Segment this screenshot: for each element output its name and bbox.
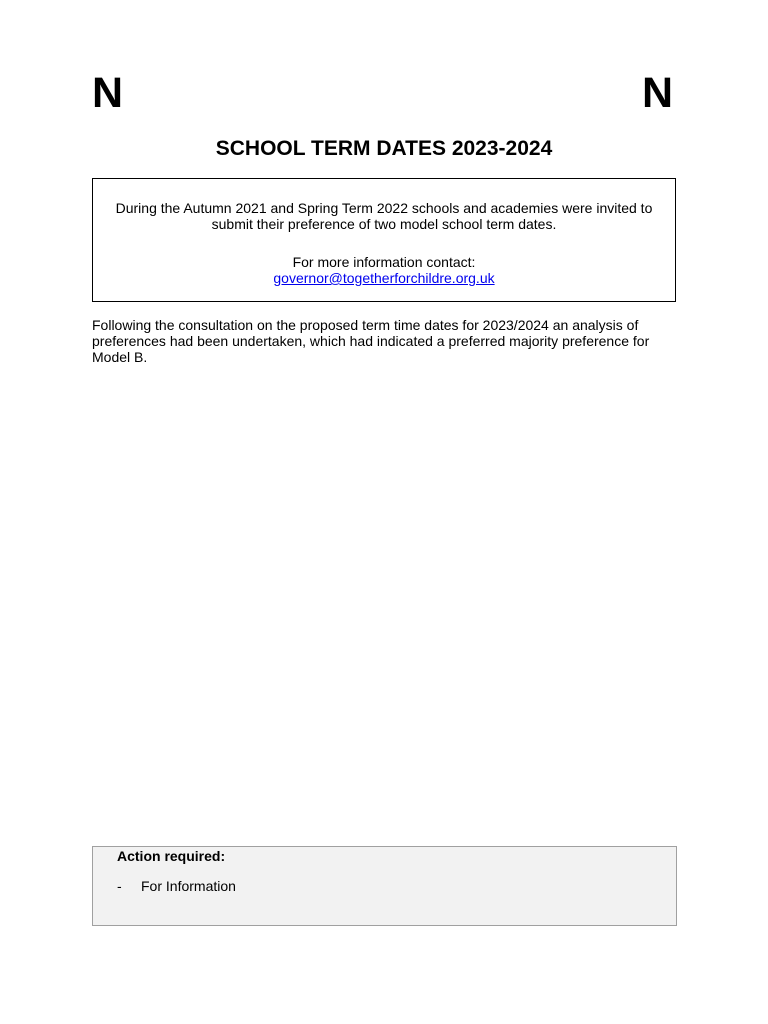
page-title: SCHOOL TERM DATES 2023-2024 (215, 137, 553, 160)
info-text: During the Autumn 2021 and Spring Term 2022 schools and academies were invited to submit their preference of two model school term dates. (115, 200, 653, 232)
bullet-dash: - (117, 878, 122, 894)
info-box (92, 178, 676, 302)
action-required-box (92, 846, 677, 926)
contact-email-link[interactable]: governor@togetherforchildre.org.uk (273, 270, 495, 286)
contact-label: For more information contact: (292, 254, 476, 270)
header-mark-right: N (642, 69, 674, 117)
action-heading: Action required: (117, 848, 226, 864)
action-item: For Information (141, 878, 236, 894)
header-mark-left: N (92, 69, 124, 117)
body-paragraph: Following the consultation on the proposed term time dates for 2023/2024 an analysis of preferences had been undertaken, which had indicated a preferred majority preference for Model B. (92, 317, 650, 365)
